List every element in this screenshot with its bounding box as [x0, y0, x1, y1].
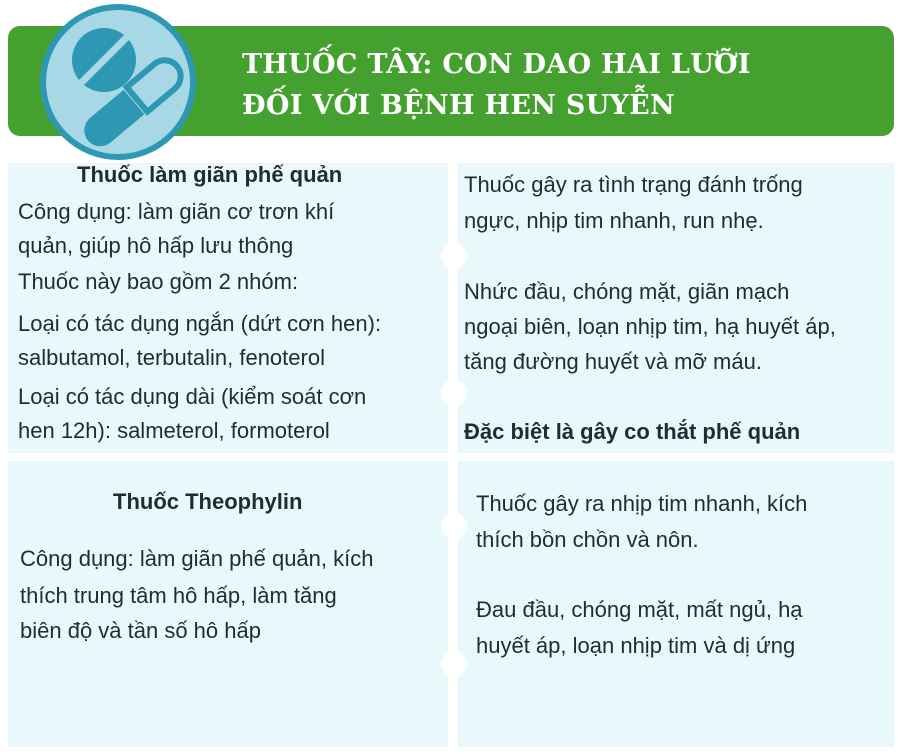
- side-effect-line: ngoại biên, loạn nhịp tim, hạ huyết áp,: [464, 314, 836, 339]
- side-effect-line: Thuốc gây ra nhịp tim nhanh, kích: [476, 491, 808, 516]
- side-effect-line: Nhức đầu, chóng mặt, giãn mạch: [464, 279, 790, 304]
- connector-dot: [441, 513, 467, 539]
- bronchodilator-title: Thuốc làm giãn phế quản: [77, 162, 343, 187]
- connector-dot: [441, 380, 467, 406]
- side-effect-line: huyết áp, loạn nhịp tim và dị ứng: [476, 633, 796, 658]
- connector-dot: [441, 651, 467, 677]
- bronchodilator-line: Loại có tác dụng dài (kiểm soát cơn: [18, 384, 367, 409]
- bronchodilator-line: salbutamol, terbutalin, fenoterol: [18, 345, 325, 370]
- side-effect-line: ngực, nhịp tim nhanh, run nhẹ.: [464, 208, 764, 233]
- side-effect-line: thích bồn chồn và nôn.: [476, 527, 699, 552]
- theophylline-line: thích trung tâm hô hấp, làm tăng: [20, 583, 337, 608]
- theophylline-title: Thuốc Theophylin: [113, 489, 303, 514]
- theophylline-line: biên độ và tần số hô hấp: [20, 618, 261, 643]
- theophylline-line: Công dụng: làm giãn phế quản, kích: [20, 546, 374, 571]
- side-effect-line: Thuốc gây ra tình trạng đánh trống: [464, 172, 803, 197]
- bronchodilator-line: hen 12h): salmeterol, formoterol: [18, 418, 330, 443]
- bronchodilator-line: Loại có tác dụng ngắn (dứt cơn hen):: [18, 311, 382, 336]
- side-effect-line: Đau đầu, chóng mặt, mất ngủ, hạ: [476, 597, 803, 622]
- side-effect-line: tăng đường huyết và mỡ máu.: [464, 349, 762, 374]
- title-line-1: THUỐC TÂY: CON DAO HAI LƯỠI: [242, 49, 751, 80]
- bronchodilator-line: Thuốc này bao gồm 2 nhóm:: [18, 269, 299, 294]
- bronchospasm-warning: Đặc biệt là gây co thắt phế quản: [464, 419, 801, 444]
- page-title: [242, 44, 862, 126]
- pills-icon: [40, 4, 196, 160]
- bronchodilator-line: quản, giúp hô hấp lưu thông: [18, 233, 294, 258]
- title-line-2: ĐỐI VỚI BỆNH HEN SUYỄN: [242, 90, 675, 121]
- bronchodilator-line: Công dụng: làm giãn cơ trơn khí: [18, 199, 335, 224]
- connector-dot: [441, 243, 467, 269]
